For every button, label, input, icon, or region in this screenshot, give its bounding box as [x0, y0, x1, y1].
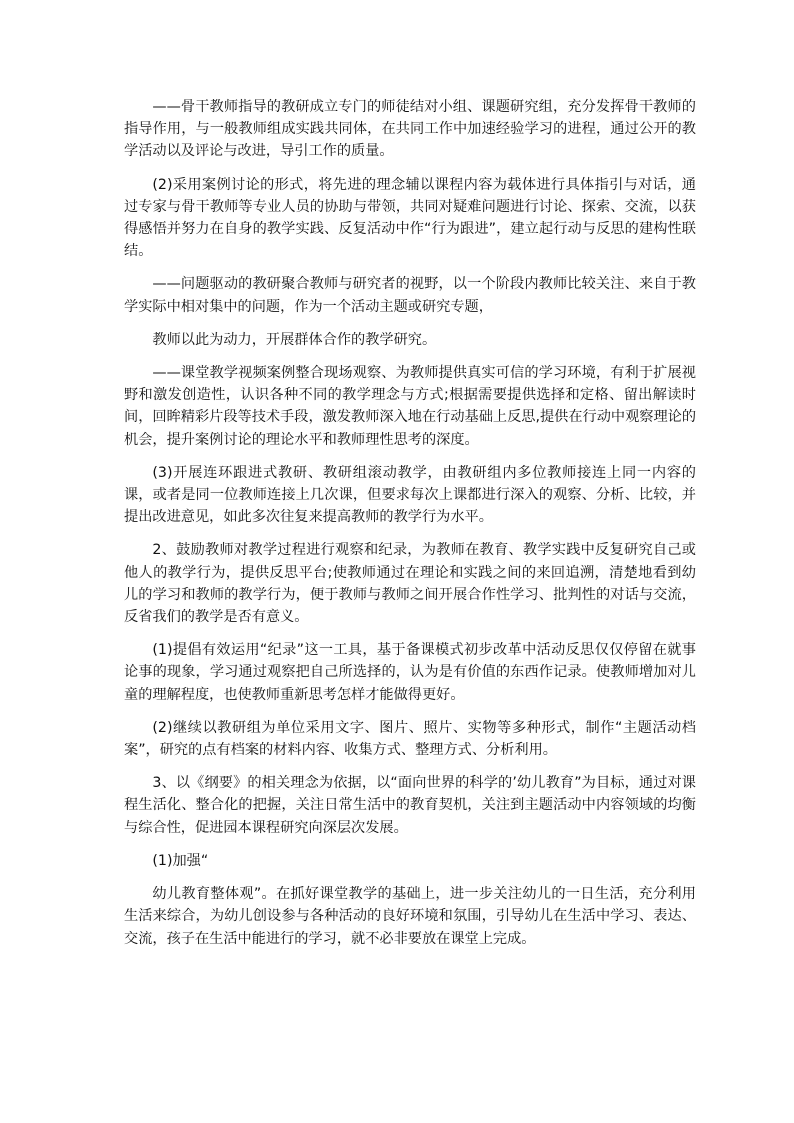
- paragraph-observation-record: 2、鼓励教师对教学过程进行观察和纪录，为教师在教育、教学实践中反复研究自己或他人的教学行为，提供反思平台;使教师通过在理论和实践之间的来回追溯，清楚地看到幼儿的学习和教师的教学行为，便于教师与教师之间开展合作性学习、批判性的对话与交流，反省我们的教学是否有意义。: [124, 542, 696, 626]
- paragraph-theme-archive: (2)继续以教研组为单位采用文字、图片、照片、实物等多种形式，制作“主题活动档案”，研究的点有档案的材料内容、收集方式、整理方式、分析利用。: [124, 719, 696, 759]
- paragraph-record-tool: (1)提倡有效运用“纪录”这一工具，基于备课模式初步改革中活动反思仅仅停留在就事论事的现象，学习通过观察把自己所选择的，认为是有价值的东西作记录。使教师增加对儿童的理解程度，也使教师重新思考怎样才能做得更好。: [124, 642, 696, 703]
- paragraph-problem-driven: ——问题驱动的教研聚合教师与研究者的视野，以一个阶段内教师比较关注、来自于教学实际中相对集中的问题，作为一个活动主题或研究专题，: [124, 276, 696, 315]
- paragraph-strengthen: (1)加强“: [152, 852, 209, 869]
- document-body: [124, 96, 696, 961]
- paragraph-chain-teaching: (3)开展连环跟进式教研、教研组滚动教学，由教研组内多位教师接连上同一内容的课，或者是同一位教师连接上几次课，但要求每次上课都进行深入的观察、分析、比较，并提出改进意见，如此多次往复来提高教师的教学行为水平。: [124, 464, 696, 526]
- paragraph-guideline-concepts: 3、以《纲要》的相关理念为依据，以“面向世界的科学的’幼儿教育”为目标，通过对课程生活化、整合化的把握，关注日常生活中的教育契机，关注到主题活动中内容领域的均衡与综合性，促进园本课程研究向深层次发展。: [124, 775, 696, 836]
- paragraph-holistic-view: 幼儿教育整体观”。在抓好课堂教学的基础上，进一步关注幼儿的一日生活，充分利用生活来综合，为幼儿创设参与各种活动的良好环境和氛围，引导幼儿在生活中学习、表达、交流，孩子在生活中能进行的学习，就不必非要放在课堂上完成。: [124, 886, 696, 947]
- paragraph-video-cases: ——课堂教学视频案例整合现场观察、为教师提供真实可信的学习环境，有利于扩展视野和激发创造性，认识各种不同的教学理念与方式;根据需要提供选择和定格、留出解读时间，回眸精彩片段等技术手段，激发教师深入地在行动基础上反思,提供在行动中观察理论的机会，提升案例讨论的理论水平和教师理性思考的深度。: [124, 365, 697, 448]
- paragraph-mentor-groups: ——骨干教师指导的教研成立专门的师徒结对小组、课题研究组，充分发挥骨干教师的指导作用，与一般教师组成实践共同体，在共同工作中加速经验学习的进程，通过公开的教学活动以及评论与改进，导引工作的质量。: [124, 99, 696, 160]
- paragraph-group-research: 教师以此为动力，开展群体合作的教学研究。: [152, 331, 437, 348]
- paragraph-case-discussion: (2)采用案例讨论的形式，将先进的理念辅以课程内容为载体进行具体指引与对话，通过专家与骨干教师等专业人员的协助与带领，共同对疑难问题进行讨论、探索、交流，以获得感悟并努力在自身的教学实践、反复活动中作“行为跟进”，建立起行动与反思的建构性联结。: [124, 176, 696, 260]
